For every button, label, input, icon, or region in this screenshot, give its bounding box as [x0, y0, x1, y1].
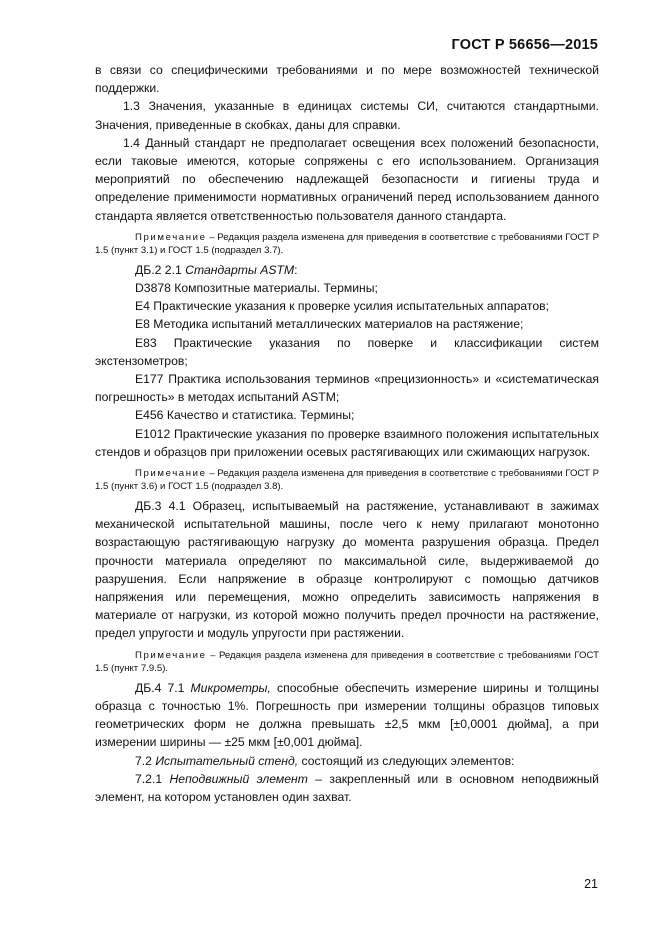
- note-text: – Редакция раздела изменена для приведения в соответствие с требованиями ГОСТ 1.5 (пункт 7.9.5).: [95, 649, 599, 674]
- astm-item: Е4 Практические указания к проверке усилия испытательных аппаратов;: [135, 299, 549, 314]
- note-2: [95, 467, 599, 493]
- page-number: 21: [584, 877, 598, 891]
- db2-title: Стандарты ASTM: [185, 262, 295, 277]
- note-label: Примечание: [135, 468, 207, 480]
- db3-paragraph: ДБ.3 4.1 Образец, испытываемый на растяжение, устанавливают в зажимах механической испытательной машины, после чего к нему прилагают монотонно возрастающую растягивающую нагрузку до момента разрушения образца. Предел прочности материала определяют по максимальной силе, выдерживаемой до разрушения. Если напряжение в образце контролируют с помощью датчиков напряжения или перемещения, можно определить зависимость напряжения в материале от нагрузки, из которой можно получить предел прочности на растяжение, предел упругости и модуль упругости при растяжении.: [95, 499, 599, 641]
- astm-item: Е177 Практика использования терминов «прецизионность» и «систематическая погрешность» в методах испытаний ASTM;: [95, 372, 599, 405]
- note-3: [95, 649, 599, 675]
- p72-number: 7.2: [135, 753, 156, 768]
- db4-title: Микрометры,: [190, 680, 271, 695]
- paragraph-continuation: в связи со специфическими требованиями и по мере возможностей технической поддержки.: [95, 63, 599, 96]
- astm-item: D3878 Композитные материалы. Термины;: [135, 281, 378, 296]
- db2-colon: :: [294, 262, 298, 277]
- db4-number: ДБ.4 7.1: [135, 680, 191, 695]
- db4-paragraph: [95, 679, 599, 752]
- paragraph-1-4: 1.4 Данный стандарт не предполагает освещения всех положений безопасности, если таковые имеются, которые сопряжены с его использованием. Организация мероприятий по обеспечению надлежащей безопасности и гигиены труда и определение применимости нормативных ограничений перед использованием данного стандарта является ответственностью пользователя данного стандарта.: [95, 135, 599, 223]
- document-number-header: ГОСТ Р 56656—2015: [451, 37, 598, 53]
- note-label: Примечание: [135, 231, 207, 243]
- note-label: Примечание: [135, 649, 207, 661]
- note-1: [95, 231, 599, 257]
- astm-item: Е83 Практические указания по поверке и классификации систем экстензометров;: [95, 335, 599, 368]
- paragraph-1-3: 1.3 Значения, указанные в единицах системы СИ, считаются стандартными. Значения, приведенные в скобках, даны для справки.: [95, 99, 599, 132]
- astm-item: Е8 Методика испытаний металлических материалов на растяжение;: [135, 317, 524, 332]
- paragraph-7-2: [95, 752, 599, 770]
- p721-title: Неподвижный элемент: [169, 771, 308, 786]
- paragraph-7-2-1: [95, 770, 599, 806]
- astm-item: Е1012 Практические указания по проверке взаимного положения испытательных стендов и образцов при приложении осевых растягивающих или сжимающих нагрузок.: [95, 426, 599, 459]
- p72-title: Испытательный стенд,: [155, 753, 299, 768]
- page-body: [95, 61, 599, 806]
- note-text: – Редакция раздела изменена для приведения в соответствие с требованиями ГОСТ Р 1.5 (пункт 3.6) и ГОСТ 1.5 (подраздел 3.8).: [95, 468, 599, 493]
- p721-text: – закрепленный или в основном неподвижный элемент, на котором установлен один захват.: [95, 771, 599, 804]
- note-text: – Редакция раздела изменена для приведения в соответствие с требованиями ГОСТ Р 1.5 (пункт 3.1) и ГОСТ 1.5 (подраздел 3.7).: [95, 231, 599, 256]
- astm-item: Е456 Качество и статистика. Термины;: [135, 408, 355, 423]
- db4-text: способные обеспечить измерение ширины и толщины образца с точностью 1%. Погрешность при измерении толщины образцов типовых геометрических форм не должна превышать ±2,5 мкм [±0,0001 дюйма], а при измерении ширины — ±25 мкм [±0,001 дюйма].: [95, 680, 599, 750]
- p721-number: 7.2.1: [135, 771, 170, 786]
- db2-number: ДБ.2 2.1: [135, 262, 186, 277]
- db2-heading: [95, 261, 599, 279]
- p72-text: состоящий из следующих элементов:: [298, 753, 515, 768]
